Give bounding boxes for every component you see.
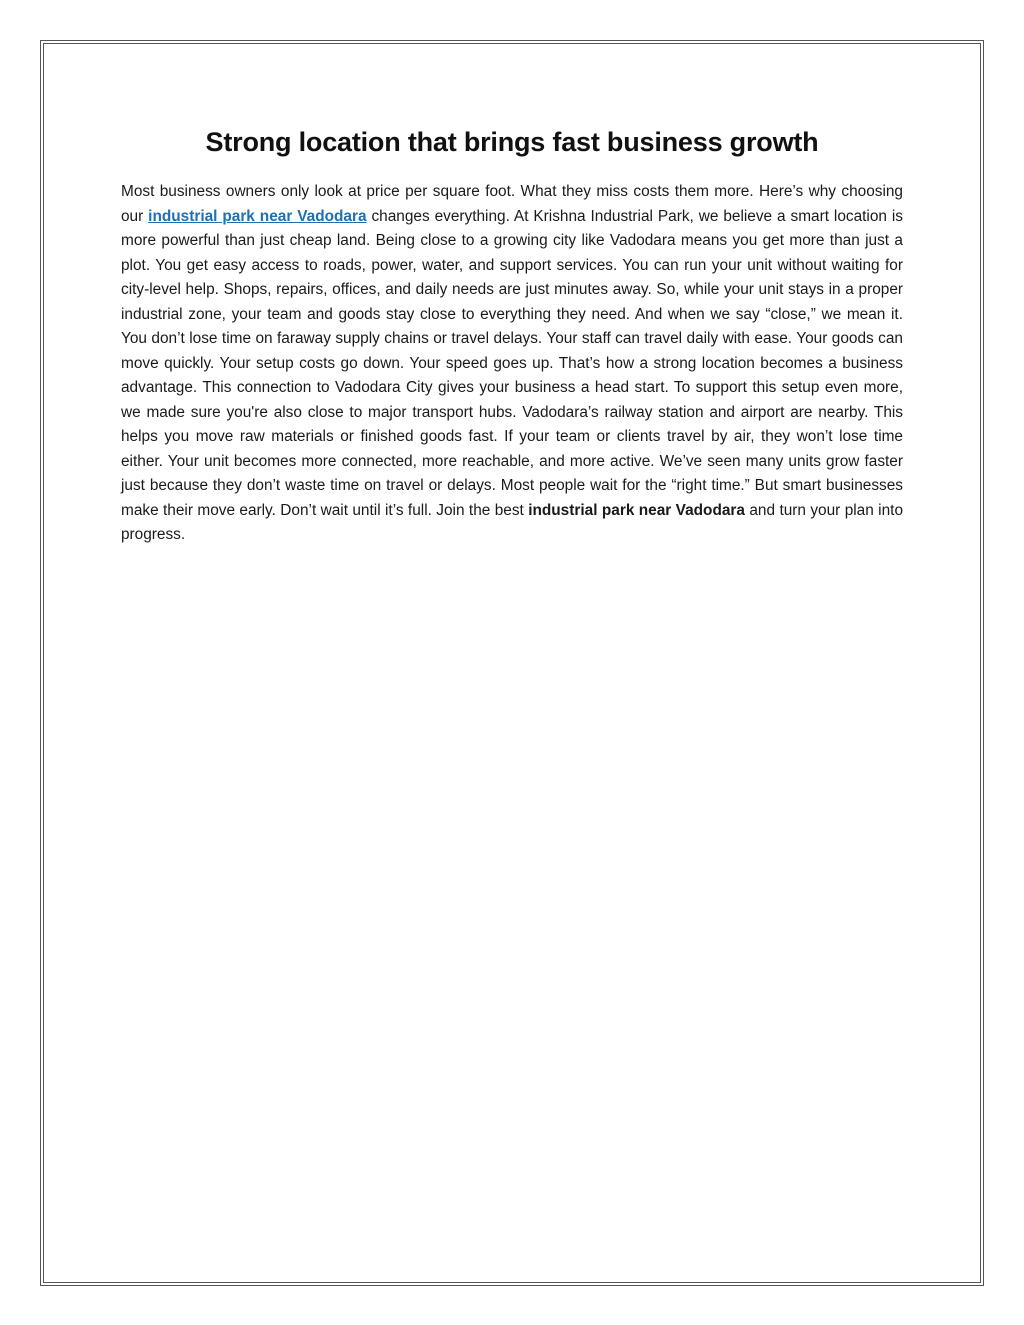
body-paragraph xyxy=(121,180,903,548)
page-title: Strong location that brings fast business growth xyxy=(205,127,819,157)
paragraph-bold-keyword: industrial park near Vadodara xyxy=(528,501,745,519)
document-content xyxy=(121,122,903,548)
paragraph-text-before-link: Most business owners only look at price per square foot. What they miss costs them more. Here’s why choosing our xyxy=(121,183,903,225)
paragraph-text-end: and turn your plan into progress. xyxy=(121,501,904,543)
industrial-park-link[interactable]: industrial park near Vadodara xyxy=(148,207,367,225)
paragraph-text-after-link: changes everything. At Krishna Industrial Park, we believe a smart location is more powerful than just cheap land. Being close to a growing city like Vadodara means you get more than just a plot. You get easy access to roads, power, water, and support services. You can run your unit without waiting for city-level help. Shops, repairs, offices, and daily needs are just minutes away. So, while your unit stays in a proper industrial zone, your team and goods stay close to everything they need. And when we say “close,” we mean it. You don’t lose time on faraway supply chains or travel delays. Your staff can travel daily with ease. Your goods can move quickly. Your setup costs go down. Your speed goes up. That’s how a strong location becomes a business advantage. This connection to Vadodara City gives your business a head start. To support this setup even more, we made sure you're also close to major transport hubs. Vadodara’s railway station and airport are nearby. This helps you move raw materials or finished goods fast. If your team or clients travel by air, they won’t lose time either. Your unit becomes more connected, more reachable, and more active. We’ve seen many units grow faster just because they don’t waste time on travel or delays. Most people wait for the “right time.” But smart businesses make their move early. Don’t wait until it’s full. Join the best xyxy=(121,207,903,519)
